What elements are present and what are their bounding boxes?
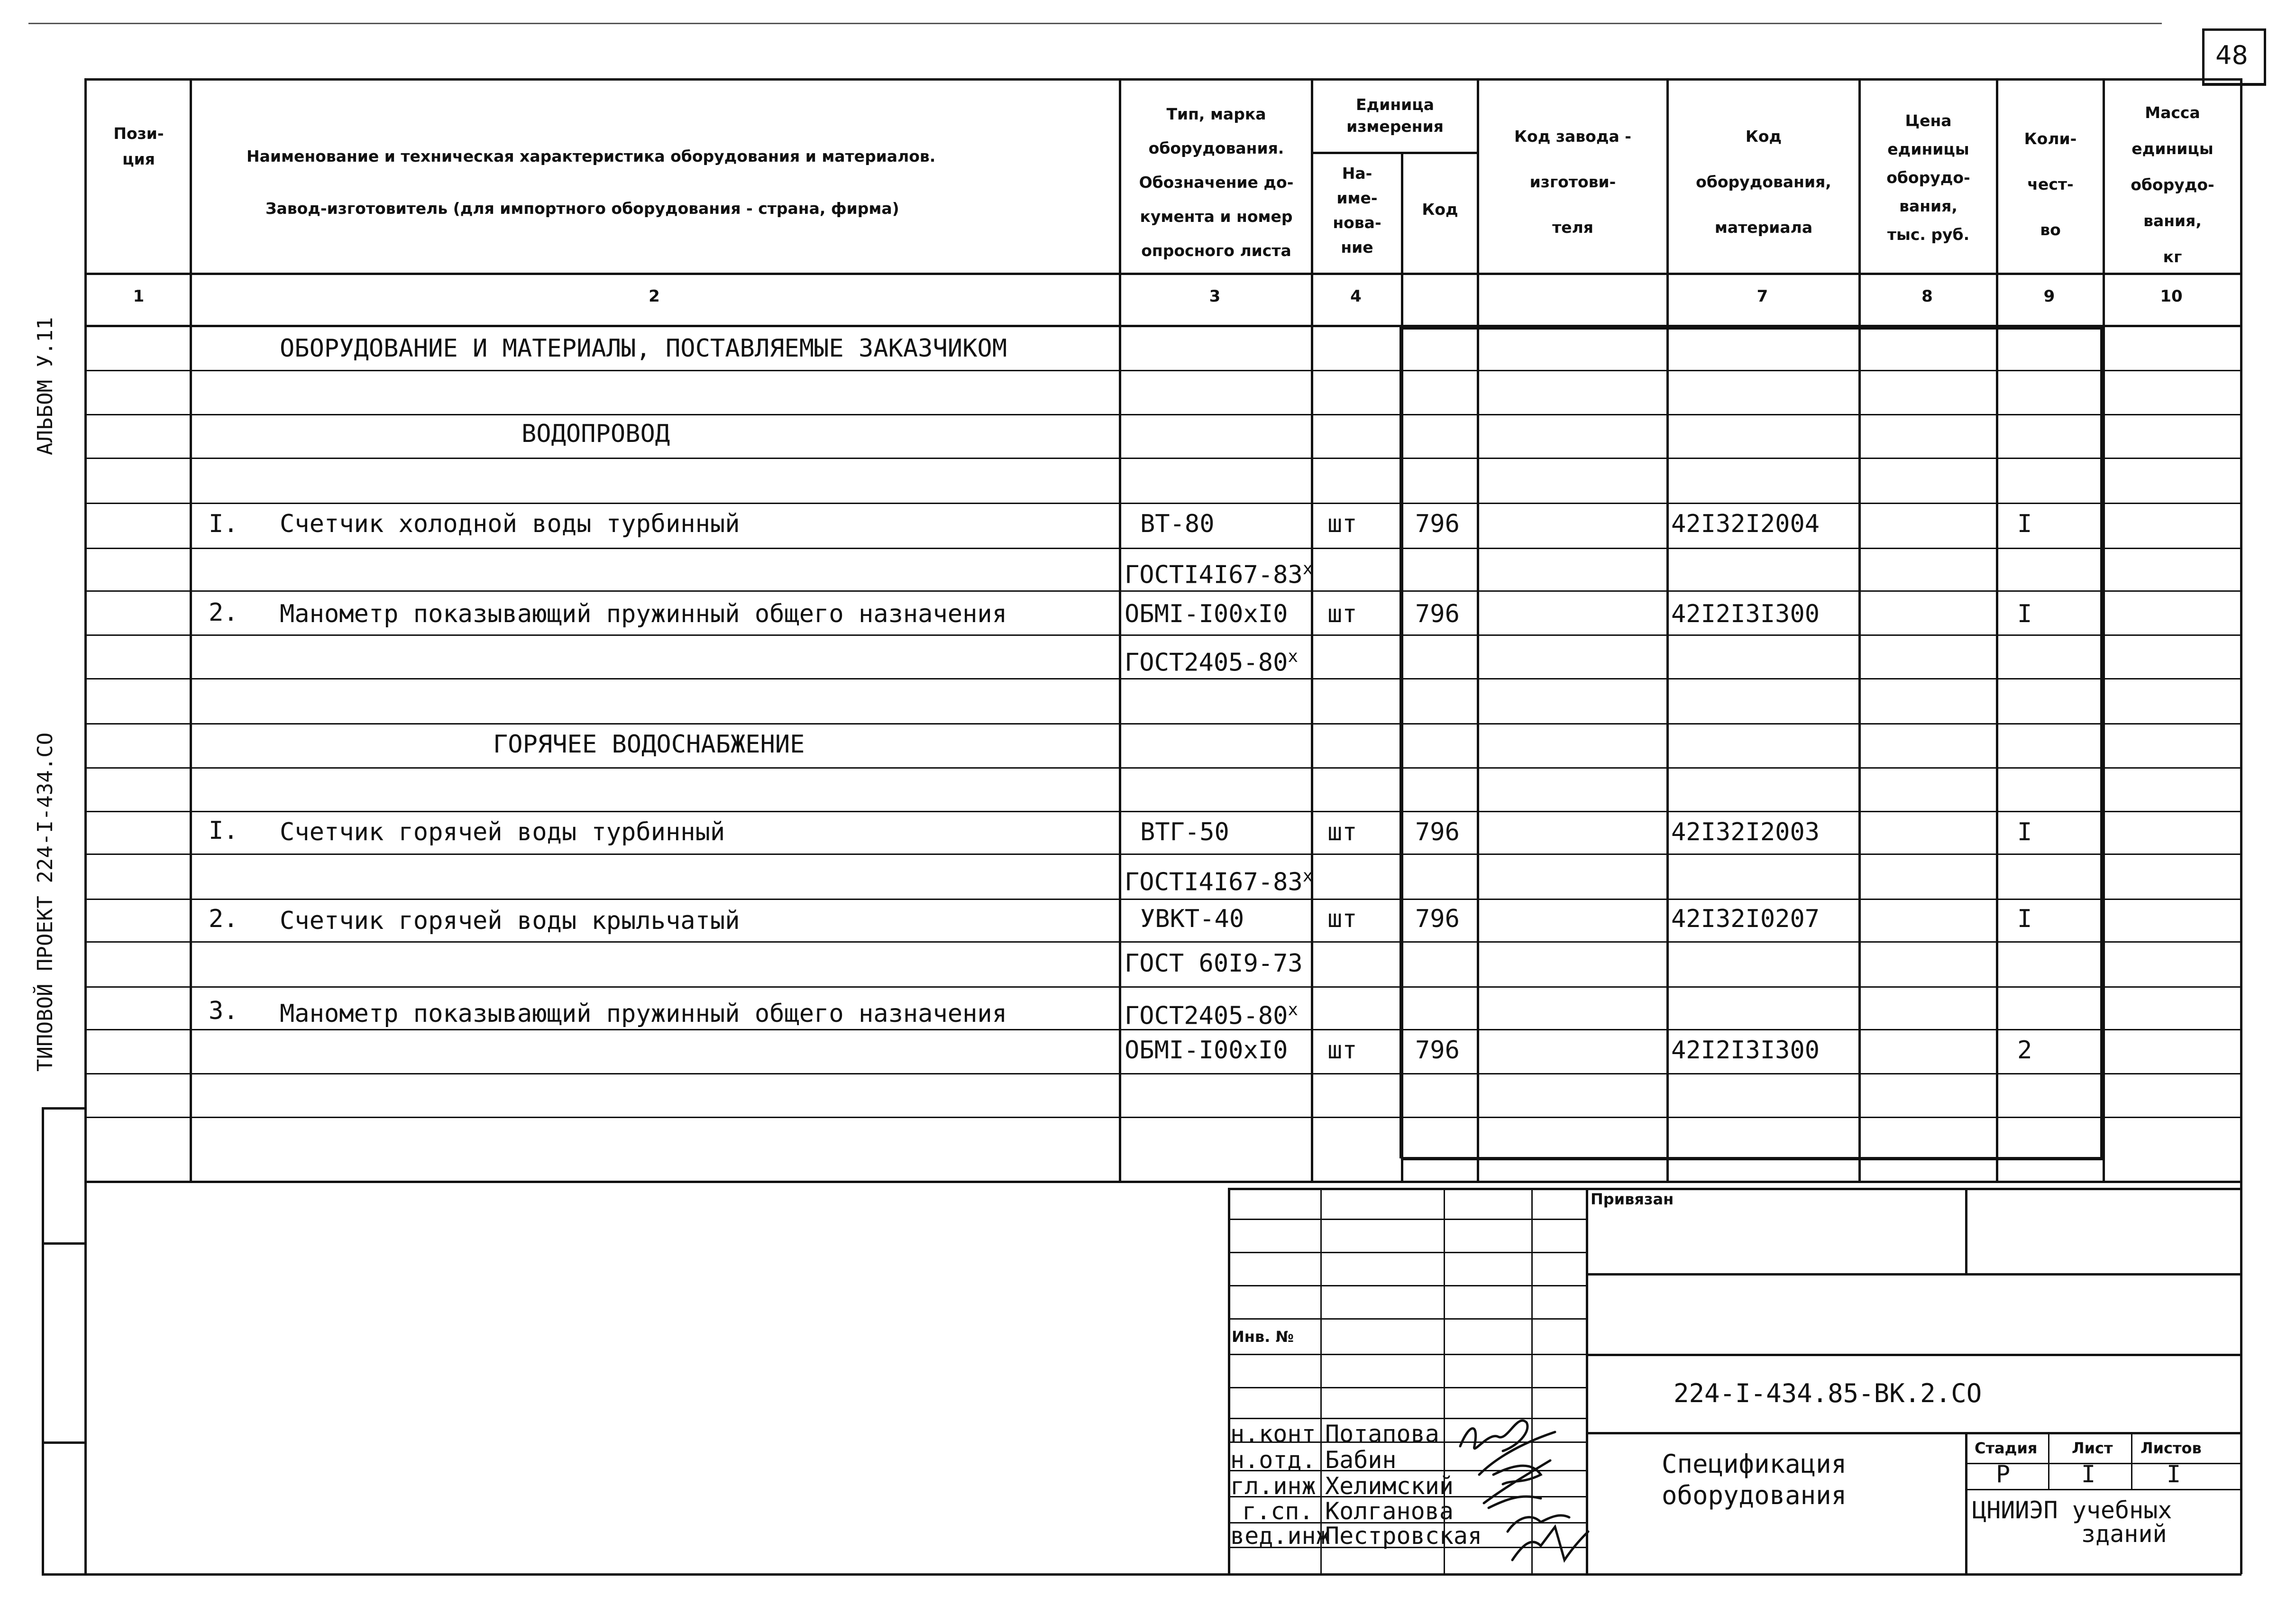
title-privyazan: Привязан: [1591, 1190, 1674, 1208]
row4-type: УВКТ-40: [1140, 905, 1244, 933]
row5-name: Манометр показывающий пружинный общего назначения: [280, 1000, 1007, 1028]
row5-code: 796: [1415, 1036, 1460, 1065]
staff-role-5: вед.инж: [1230, 1522, 1330, 1550]
title-doc-code: 224-I-434.85-ВК.2.СО: [1674, 1378, 1982, 1408]
header-unit-name: На- име- нова- ние: [1333, 164, 1381, 257]
row2-name: Манометр показывающий пружинный общего назначения: [280, 600, 1007, 628]
row5-unit: шт: [1327, 1036, 1357, 1065]
header-type: Тип, марка оборудования. Обозначение до- кумента и номер опросного листа: [1139, 105, 1294, 260]
staff-name-5: Пестровская: [1325, 1522, 1482, 1550]
row2-position: 2.: [209, 598, 238, 627]
row4-code: 796: [1415, 905, 1460, 933]
header-position: Пози- ция: [113, 124, 164, 168]
colnum-7: 7: [1756, 287, 1768, 306]
row5-type: ОБМI-I00хI0: [1125, 1036, 1288, 1065]
staff-name-2: Бабин: [1325, 1446, 1397, 1474]
header-equipment-code: Код оборудования, материала: [1696, 127, 1831, 237]
title-sheet-label: Лист: [2072, 1439, 2113, 1457]
colnum-9: 9: [2043, 287, 2055, 306]
side-label-album: АЛЬБОМ У.11: [33, 317, 57, 455]
row1-code: 796: [1415, 510, 1460, 538]
row5-position: 3.: [209, 997, 238, 1025]
row2-code: 796: [1415, 600, 1460, 628]
signatures: [1446, 1404, 1602, 1574]
row5-material-code: 42I2I3I300: [1671, 1036, 1820, 1065]
title-sheets-label: Листов: [2140, 1439, 2202, 1457]
row1-unit: шт: [1327, 510, 1357, 538]
sheet-number: 48: [2215, 40, 2248, 70]
section-title-main: ОБОРУДОВАНИЕ И МАТЕРИАЛЫ, ПОСТАВЛЯЕМЫЕ ЗАКАЗЧИКОМ: [280, 334, 1007, 363]
colnum-2: 2: [649, 287, 660, 306]
row3-code: 796: [1415, 818, 1460, 846]
header-name: Наименование и техническая характеристика оборудования и материалов. Завод-изготовитель (для импортного оборудования - страна, фирма): [247, 147, 936, 218]
title-doc-name: Спецификация оборудования: [1662, 1449, 1847, 1510]
staff-role-1: н.конт: [1230, 1420, 1316, 1448]
row5-quantity: 2: [2017, 1036, 2032, 1065]
row3-unit: шт: [1327, 818, 1357, 846]
row4-standard: ГОСТ 60I9-73: [1125, 949, 1303, 978]
title-stage: Р: [1996, 1460, 2011, 1488]
staff-name-4: Колганова: [1325, 1497, 1454, 1525]
row2-unit: шт: [1327, 600, 1357, 628]
row5-standard: $ГОСТ2405-80^х$: [1125, 1000, 1299, 1030]
row2-material-code: 42I2I3I300: [1671, 600, 1820, 628]
colnum-8: 8: [1921, 287, 1933, 306]
row1-type: ВТ-80: [1140, 510, 1215, 538]
header-price: Цена единицы оборудо- вания, тыс. руб.: [1886, 111, 1970, 244]
header-maker-code: Код завода - изготови- теля: [1514, 127, 1631, 237]
header-quantity: Коли- чест- во: [2024, 129, 2077, 239]
header-mass: Масса единицы оборудо- вания, кг: [2131, 103, 2214, 266]
row3-material-code: 42I32I2003: [1671, 818, 1820, 846]
row4-material-code: 42I32I0207: [1671, 905, 1820, 933]
header-unit: Единица измерения: [1346, 95, 1444, 136]
colnum-4: 4: [1350, 287, 1362, 306]
row1-material-code: 42I32I2004: [1671, 510, 1820, 538]
row4-position: 2.: [209, 905, 238, 933]
row3-name: Счетчик горячей воды турбинный: [280, 818, 725, 846]
row1-quantity: I: [2017, 510, 2032, 538]
row1-name: Счетчик холодной воды турбинный: [280, 510, 740, 538]
header-unit-code: Код: [1422, 200, 1458, 219]
row3-quantity: I: [2017, 818, 2032, 846]
section-title-water: ВОДОПРОВОД: [521, 420, 670, 448]
row4-unit: шт: [1327, 905, 1357, 933]
title-sheets: I: [2167, 1460, 2181, 1488]
staff-role-2: н.отд.: [1230, 1446, 1316, 1474]
staff-name-1: Потапова: [1325, 1420, 1439, 1448]
row1-standard: $ГОСТI4I67-83^х$: [1125, 559, 1313, 589]
colnum-10: 10: [2160, 287, 2183, 306]
colnum-1: 1: [133, 287, 145, 306]
section-title-hot-water: ГОРЯЧЕЕ ВОДОСНАБЖЕНИЕ: [493, 730, 805, 759]
title-inv-no: Инв. №: [1232, 1328, 1294, 1346]
row3-position: I.: [209, 817, 238, 845]
row2-quantity: I: [2017, 600, 2032, 628]
staff-name-3: Хелимский: [1325, 1472, 1454, 1500]
title-stage-label: Стадия: [1975, 1439, 2038, 1457]
row4-name: Счетчик горячей воды крыльчатый: [280, 907, 740, 935]
row2-standard: $ГОСТ2405-80^х$: [1125, 647, 1299, 677]
staff-role-3: гл.инж: [1230, 1472, 1316, 1500]
row4-quantity: I: [2017, 905, 2032, 933]
title-organization: ЦНИИЭП учебных зданий: [1972, 1496, 2172, 1548]
title-sheet: I: [2081, 1460, 2096, 1488]
row2-type: ОБМI-I00хI0: [1125, 600, 1288, 628]
staff-role-4: г.сп.: [1242, 1497, 1314, 1525]
row3-standard: $ГОСТI4I67-83^х$: [1125, 866, 1313, 897]
colnum-3: 3: [1209, 287, 1221, 306]
row3-type: ВТГ-50: [1140, 818, 1229, 846]
row1-position: I.: [209, 510, 238, 538]
side-label-project: ТИПОВОЙ ПРОЕКТ 224-I-434.СО: [33, 732, 57, 1072]
